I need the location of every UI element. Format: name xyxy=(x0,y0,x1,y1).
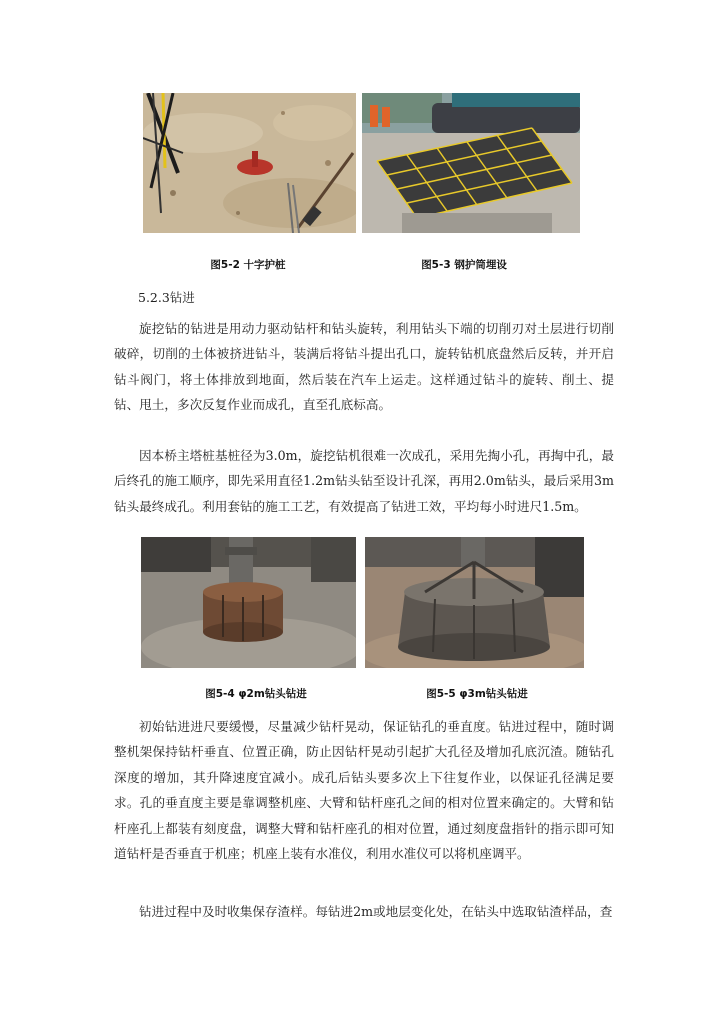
photo-cross-pile-protection xyxy=(143,93,356,233)
figure-caption-5-5: 图5-5 φ3m钻头钻进 xyxy=(426,688,528,700)
photo-2m-drill-bit xyxy=(141,537,356,668)
drill-bit-2m-illustration xyxy=(141,537,356,668)
paragraph-drilling-principle: 旋挖钻的钻进是用动力驱动钻杆和钻头旋转，利用钻头下端的切削刃对土层进行切削破碎，切削的土体被挤进钻斗，装满后将钻斗提出孔口，旋转钻机底盘然后反转，并开启钻斗阀门，将土体排放到地面，然后装在汽车上运走。这样通过钻斗的旋转、削土、提钻、甩土，多次反复作业而成孔，直至孔底标高。 xyxy=(114,321,614,413)
photo-3m-drill-bit xyxy=(365,537,584,668)
drill-bit-3m-illustration xyxy=(365,537,584,668)
photo-steel-casing-embedding xyxy=(362,93,580,233)
figure-caption-5-3: 图5-3 钢护筒埋设 xyxy=(421,259,507,271)
paragraph-drilling-verticality: 初始钻进进尺要缓慢，尽量减少钻杆晃动，保证钻孔的垂直度。钻进过程中，随时调整机架保持钻杆垂直、位置正确，防止因钻杆晃动引起扩大孔径及增加孔底沉渣。随钻孔深度的增加，其升降速度宜减小。成孔后钻头要多次上下往复作业，以保证孔径满足要求。孔的垂直度主要是靠调整机座、大臂和钻杆座孔之间的相对位置来确定的。大臂和钻杆座孔上都装有刻度盘，调整大臂和钻杆座孔的相对位置，通过刻度盘指针的指示即可知道钻杆是否垂直于机座；机座上装有水准仪，利用水准仪可以将机座调平。 xyxy=(114,719,614,862)
paragraph-drilling-sequence: 因本桥主塔桩基桩径为3.0m，旋挖钻机很难一次成孔，采用先掏小孔，再掏中孔，最后终孔的施工顺序，即先采用直径1.2m钻头钻至设计孔深，再用2.0m钻头，最后采用3m钻头最终成孔。利用套钻的施工工艺，有效提高了钻进工效，平均每小时进尺1.5m。 xyxy=(114,448,614,514)
steel-casing-illustration xyxy=(362,93,580,233)
section-heading: 5.2.3钻进 xyxy=(138,290,195,305)
figure-caption-5-2: 图5-2 十字护桩 xyxy=(210,259,286,271)
figure-caption-5-4: 图5-4 φ2m钻头钻进 xyxy=(205,688,307,700)
paragraph-sample-collection: 钻进过程中及时收集保存渣样。每钻进2m或地层变化处，在钻头中选取钻渣样品，查 xyxy=(139,904,613,919)
soil-ground-illustration xyxy=(143,93,356,233)
